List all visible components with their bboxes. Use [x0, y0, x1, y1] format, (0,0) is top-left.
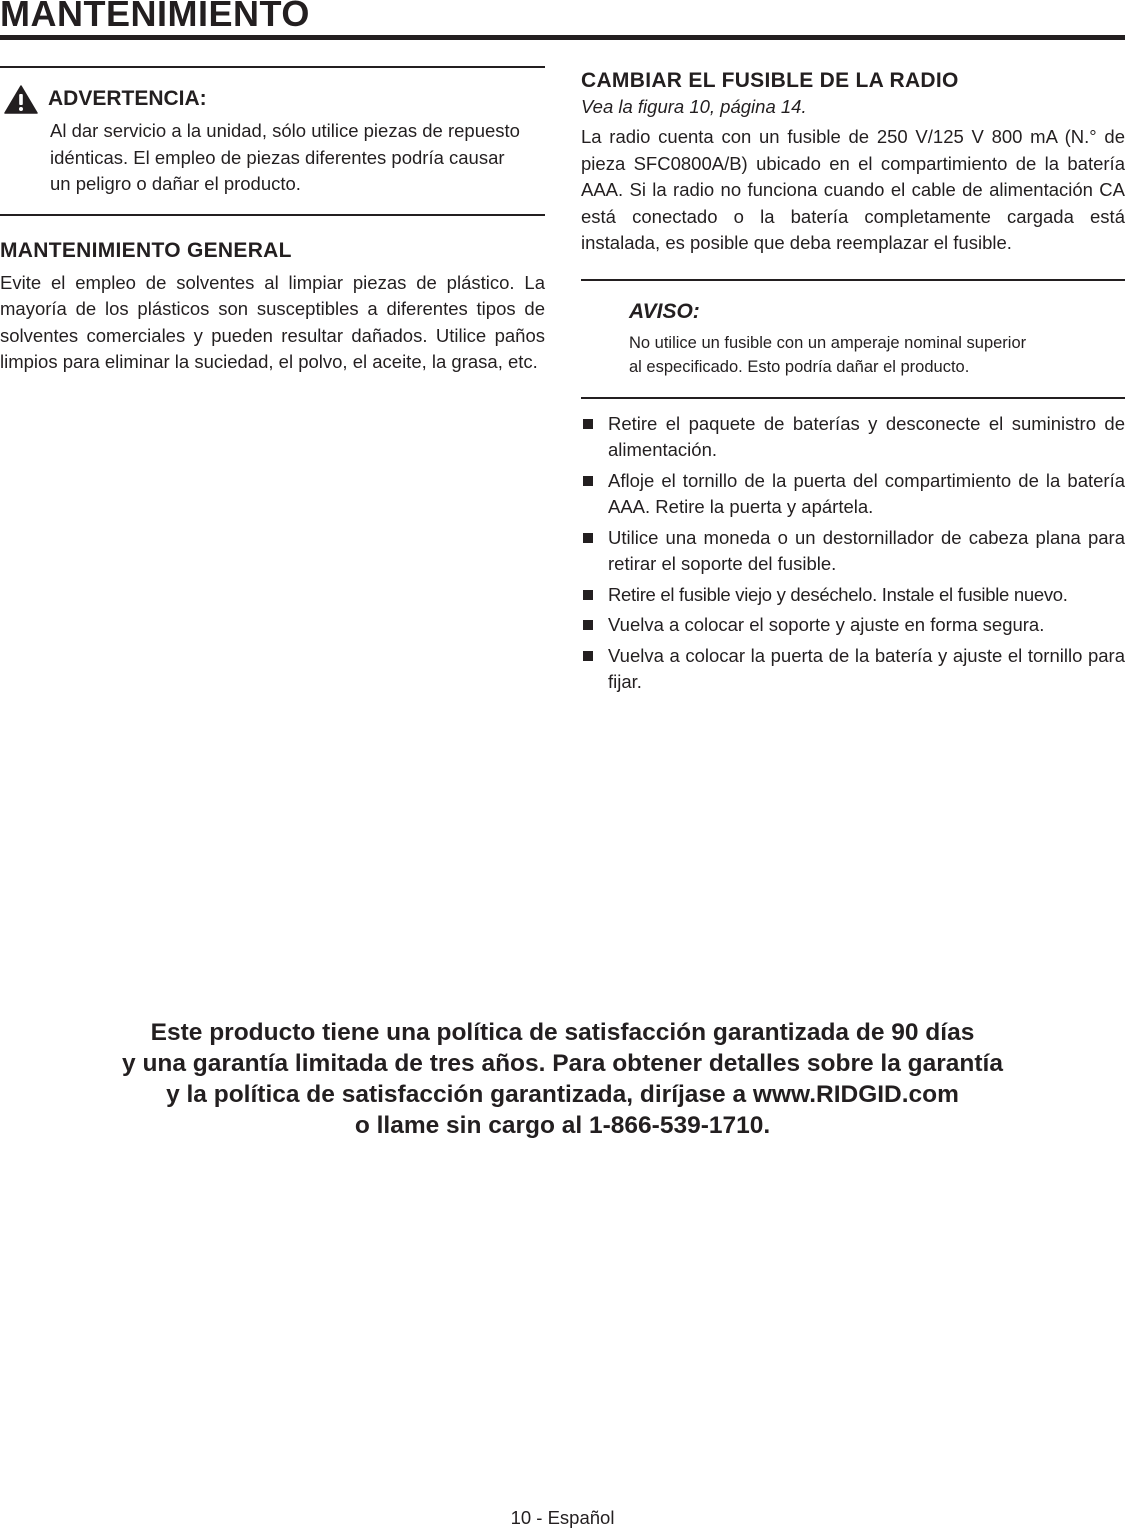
step-text: Afloje el tornillo de la puerta del compartimiento de la batería AAA. Retire la puerta y apártela. [608, 469, 1125, 517]
list-item [581, 643, 1125, 696]
step-text: Vuelva a colocar el soporte y ajuste en forma segura. [608, 614, 1045, 635]
notice-text [629, 331, 1099, 379]
page-title: MANTENIMIENTO [0, 0, 310, 34]
general-maintenance-heading: MANTENIMIENTO GENERAL [0, 238, 292, 262]
right-column [581, 66, 1125, 700]
title-rule [0, 35, 1125, 40]
warning-heading: ADVERTENCIA: [48, 87, 207, 110]
square-bullet-icon [583, 590, 593, 600]
list-item [581, 582, 1125, 609]
warranty-line-4: o llame sin cargo al 1-866-539-1710. [354, 1112, 771, 1139]
page-footer: 10 - Español [510, 1507, 615, 1528]
step-text: Utilice una moneda o un destornillador de cabeza plana para retirar el soporte del fusible. [608, 526, 1125, 574]
square-bullet-icon [583, 533, 593, 543]
step-text: Vuelva a colocar la puerta de la batería y ajuste el tornillo para fijar. [608, 644, 1125, 692]
warning-triangle-icon [4, 85, 38, 114]
notice-box [581, 279, 1125, 399]
square-bullet-icon [583, 651, 593, 661]
warning-heading-row [0, 86, 545, 112]
notice-bottom-rule [581, 397, 1125, 399]
warning-text: Al dar servicio a la unidad, sólo utilice piezas de repuesto idénticas. El empleo de piezas diferentes podría causar un peligro o dañar el producto. [50, 120, 520, 194]
square-bullet-icon [583, 476, 593, 486]
warranty-line-3: y la política de satisfacción garantizada, diríjase a www.RIDGID.com [166, 1081, 959, 1108]
list-item [581, 468, 1125, 521]
list-item [581, 525, 1125, 578]
list-item [581, 411, 1125, 464]
warranty-line-2: y una garantía limitada de tres años. Para obtener detalles sobre la garantía [122, 1050, 1003, 1077]
figure-reference: Vea la figura 10, página 14. [581, 96, 807, 117]
notice-line-1: No utilice un fusible con un amperaje nominal superior [629, 333, 1027, 352]
general-maintenance-text: Evite el empleo de solventes al limpiar piezas de plástico. La mayoría de los plásticos son susceptibles a diferentes tipos de solventes comerciales y pueden resultar dañados. Utilice paños limpios para eliminar la suciedad, el polvo, el aceite, la grasa, etc. [0, 271, 545, 372]
step-text: Retire el paquete de baterías y desconecte el suministro de alimentación. [608, 412, 1125, 460]
fuse-text: La radio cuenta con un fusible de 250 V/125 V 800 mA (N.° de pieza SFC0800A/B) ubicado en el compartimiento de la batería AAA. Si la radio no funciona cuando el cable de alimentación CA está conectado o la batería completamente cargada está instalada, es posible que deba reemplazar el fusible. [581, 126, 1125, 253]
square-bullet-icon [583, 419, 593, 429]
section-divider [0, 214, 545, 216]
square-bullet-icon [583, 620, 593, 630]
step-text: Retire el fusible viejo y deséchelo. Instale el fusible nuevo. [608, 583, 1068, 605]
fuse-steps-list [581, 411, 1125, 696]
notice-heading: AVISO: [629, 299, 700, 323]
left-column [0, 66, 545, 376]
list-item [581, 612, 1125, 639]
fuse-heading: CAMBIAR EL FUSIBLE DE LA RADIO [581, 69, 959, 92]
notice-line-2: al especificado. Esto podría dañar el producto. [629, 357, 970, 376]
warning-box [0, 68, 545, 214]
warranty-line-1: Este producto tiene una política de satisfacción garantizada de 90 días [150, 1019, 975, 1046]
warranty-statement [0, 1017, 1125, 1141]
notice-content [581, 281, 1125, 397]
